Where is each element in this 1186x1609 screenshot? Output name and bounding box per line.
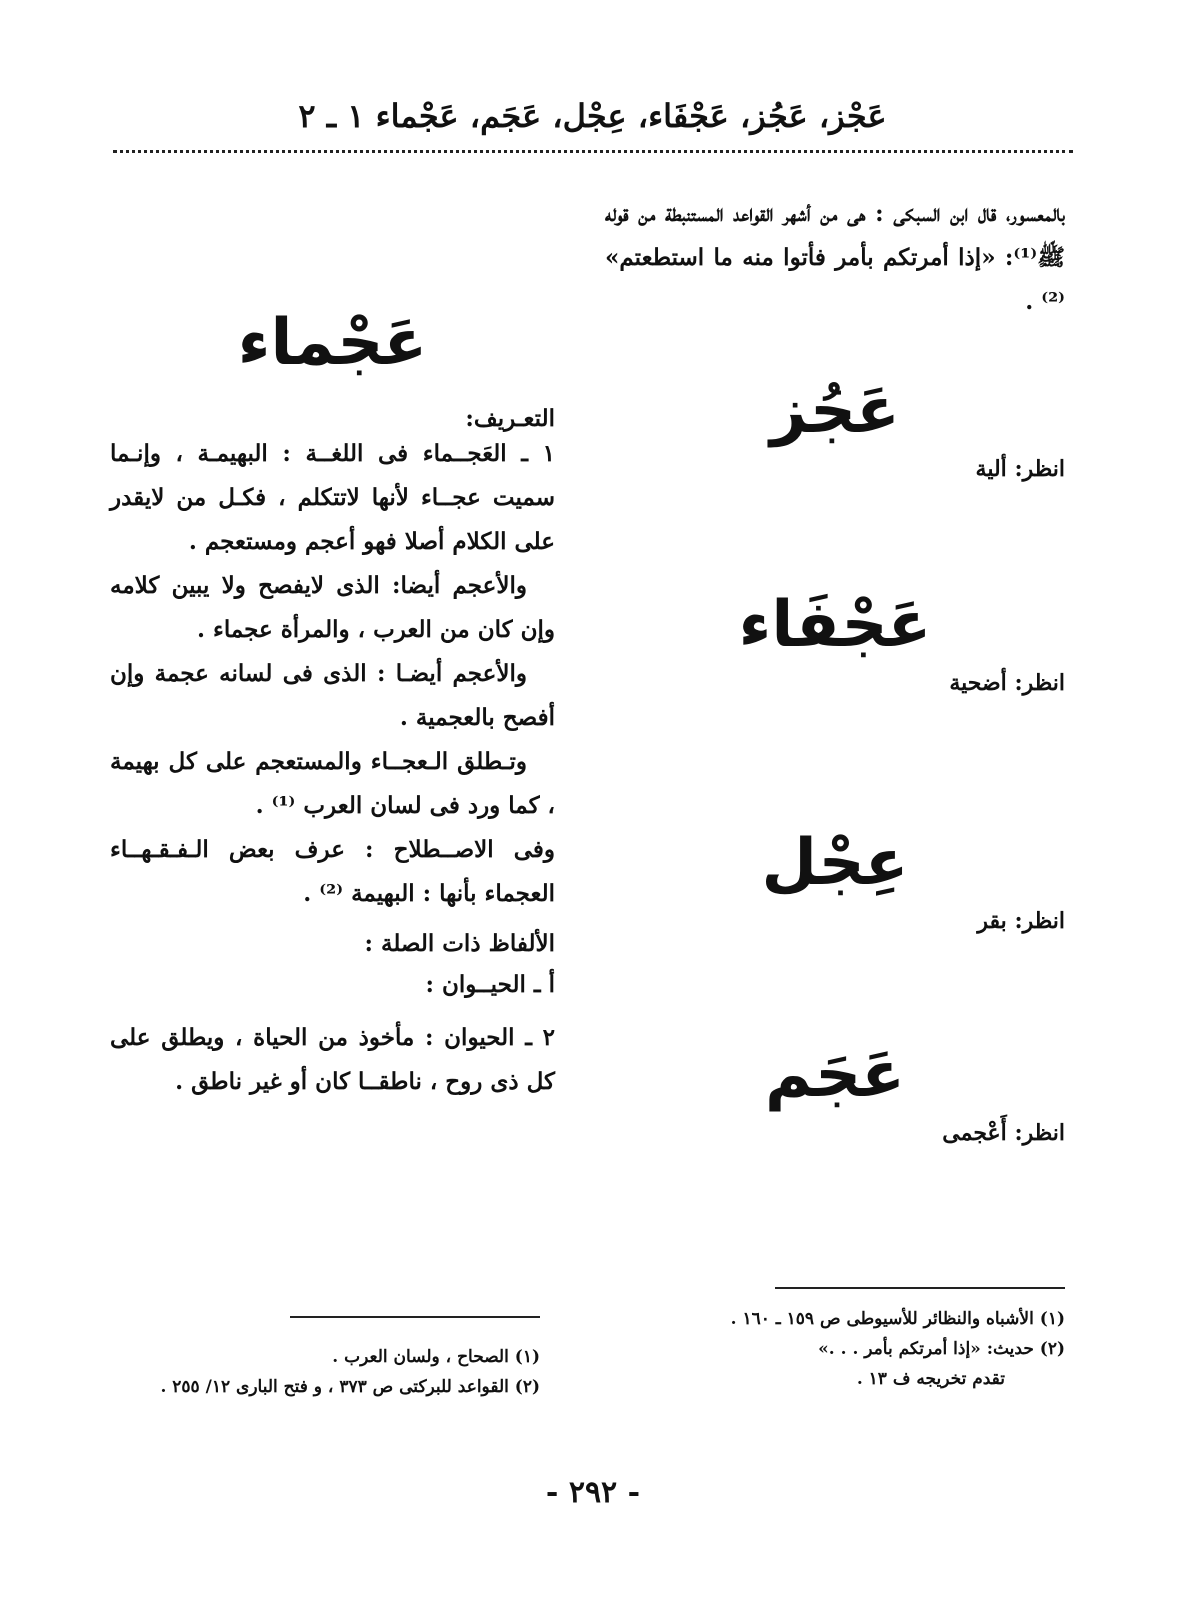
- intro-paragraph: بالمعسور، قال ابن السبكى : هى من أشهر القواعد المستنبطة من قوله ﷺ⁽¹⁾: «إذا أمرتكم بأمر فأتوا منه ما استطعتم» ⁽²⁾ .: [605, 200, 1065, 315]
- headword-ajmaa: عَجْماء: [237, 306, 428, 380]
- footnote: (٢) القواعد للبركتى ص ٣٧٣ ، و فتح البارى ١٢/ ٢٥٥ .: [160, 1377, 540, 1397]
- see-reference-ajuz: انظر: ألية: [975, 456, 1065, 482]
- definition-heading: التعـريف:: [465, 405, 555, 432]
- left-footnotes: [110, 1342, 540, 1402]
- right-column: [605, 192, 1065, 1146]
- paragraph: والأعجم أيضا: الذى لايفصح ولا يبين كلامه وإن كان من العرب ، والمرأة عجماء .: [110, 572, 555, 643]
- left-footnote-divider: [290, 1316, 540, 1318]
- right-footnote-divider: [775, 1287, 1065, 1289]
- paragraph: وتـطلق الـعجــاء والمستعجم على كل بهيمة ، كما ورد فى لسان العرب ⁽¹⁾ .: [110, 748, 555, 819]
- page-number: - ٢٩٢ -: [545, 1475, 641, 1510]
- headword-ajam: عَجَم: [764, 1038, 906, 1112]
- see-reference-ijl: انظر: بقر: [977, 908, 1065, 934]
- footnote: (١) الصحاح ، ولسان العرب .: [332, 1347, 540, 1367]
- paragraph: والأعجم أيضـا : الذى فى لسانه عجمة وإن أفصح بالعجمية .: [110, 660, 555, 731]
- see-reference-ajam: انظر: أَعْجمى: [942, 1120, 1065, 1146]
- left-column: [110, 405, 555, 1104]
- paragraph: ١ ـ العَجــماء فى اللغــة : البهيمـة ، وإنـما سميت عجــاء لأنها لاتتكلم ، فكـل من لايقدر على الكلام أصلا فهو أعجم ومستعجم .: [110, 440, 555, 555]
- related-terms-heading: الألفاظ ذات الصلة :: [364, 930, 555, 957]
- paragraph: ٢ ـ الحيوان : مأخوذ من الحياة ، ويطلق على كل ذى روح ، ناطقــا كان أو غير ناطق .: [110, 1024, 555, 1095]
- footnote: (٢) حديث: «إذا أمرتكم بأمر . . .»: [818, 1339, 1065, 1359]
- paragraph: وفى الاصــطلاح : عرف بعض الـفـقـهــاء العجماء بأنها : البهيمة ⁽²⁾ .: [110, 836, 555, 907]
- subsection-heading: أ ـ الحيــوان :: [425, 971, 555, 998]
- header-divider: [113, 150, 1073, 153]
- see-reference-ajfaa: انظر: أضحية: [949, 670, 1065, 696]
- headword-ajfaa: عَجْفَاء: [738, 588, 932, 662]
- footnote: تقدم تخريجه ف ١٣ .: [856, 1369, 1005, 1389]
- right-footnotes: [605, 1304, 1065, 1394]
- headword-ajuz: عَجُز: [770, 374, 900, 448]
- headword-ijl: عِجْل: [761, 826, 909, 900]
- running-header: عَجْز، عَجُز، عَجْفَاء، عِجْل، عَجَم، عَجْماء ١ ـ ٢: [298, 97, 887, 135]
- footnote: (١) الأشباه والنظائر للأسيوطى ص ١٥٩ ـ ١٦٠ .: [730, 1309, 1065, 1329]
